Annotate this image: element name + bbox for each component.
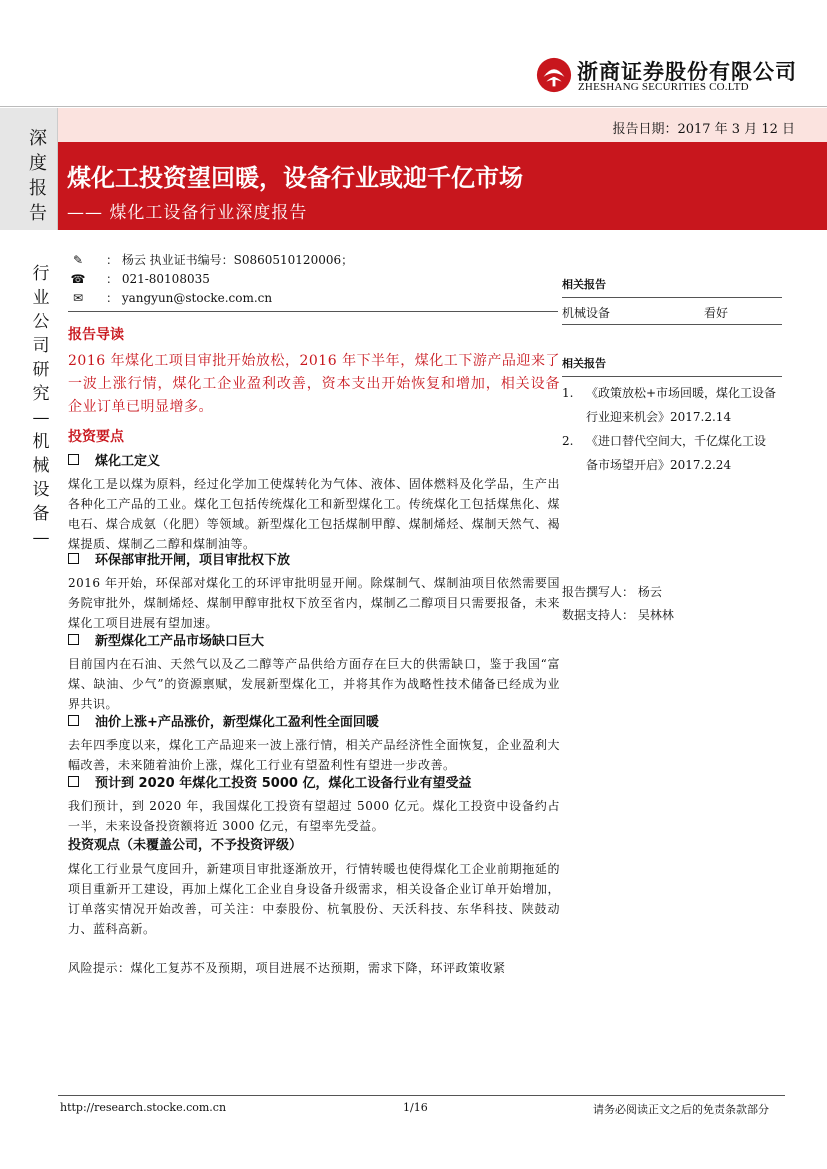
category-char: — <box>32 408 50 428</box>
key-point-text: 煤化工是以煤为原料，经过化学加工使煤转化为气体、液体、固体燃料及化学品，生产出各种化工产品的工业。煤化工包括传统煤化工和新型煤化工。传统煤化工包括煤焦化、煤电石、煤合成氨（化肥）等领域。新型煤化工包括煤制甲醇、煤制烯烃、煤制天然气、褐煤提质、煤制乙二醇和煤制油等。 <box>68 477 560 551</box>
related-reports-divider <box>562 376 782 377</box>
key-point-heading: 煤化工定义 <box>95 454 161 469</box>
key-point-text: 去年四季度以来，煤化工产品迎来一波上涨行情，相关产品经济性全面恢复，企业盈利大幅改善，未来随着油价上涨，煤化工行业有望盈利性有望进一步改善。 <box>68 738 560 772</box>
investment-view <box>68 834 560 939</box>
report-date: 报告日期：2017 年 3 月 12 日 <box>612 122 795 137</box>
category-char: 研 <box>32 360 50 380</box>
related-reports-title: 相关报告 <box>562 357 606 370</box>
rating-divider-bottom <box>562 324 782 325</box>
key-point-text: 我们预计，到 2020 年，我国煤化工投资有望超过 5000 亿元。煤化工投资中设备约占一半，未来设备投资额将近 3000 亿元，有望率先受益。 <box>68 799 560 833</box>
pen-icon: ✎ <box>72 253 84 267</box>
report-title-line1: 《进口替代空间大，千亿煤化工设 <box>586 434 767 448</box>
category-char: 业 <box>32 288 50 308</box>
industry-name: 机械设备 <box>562 306 611 320</box>
report-type-char: 告 <box>29 203 47 224</box>
key-point-heading: 油价上涨+产品涨价，新型煤化工盈利性全面回暖 <box>95 715 379 730</box>
risk-note <box>68 958 560 978</box>
author-name: ： 杨云 执业证书编号：S0860510120006； <box>106 253 354 267</box>
author-phone: ： 021-80108035 <box>106 272 210 286</box>
rating-row <box>562 304 782 322</box>
report-number: 1. <box>562 386 574 400</box>
key-point <box>68 711 560 775</box>
rating-title: 相关报告 <box>562 278 606 291</box>
related-reports <box>562 355 782 477</box>
report-title-line2: 行业迎来机会》2017.2.14 <box>586 410 732 424</box>
category-char: 械 <box>32 456 50 476</box>
key-points-title: 投资要点 <box>68 429 124 445</box>
data-support: 数据支持人： 吴林林 <box>562 608 674 622</box>
logo-mark-icon <box>535 56 573 94</box>
category-char: — <box>32 528 50 548</box>
report-type-char: 报 <box>29 178 47 199</box>
page-number: 1/16 <box>403 1101 428 1114</box>
view-heading: 投资观点（未覆盖公司，不予投资评级） <box>68 838 303 853</box>
key-point-heading: 新型煤化工产品市场缺口巨大 <box>95 634 265 649</box>
key-points-section <box>68 426 560 446</box>
header-divider <box>0 106 827 107</box>
category-char: 司 <box>32 336 50 356</box>
company-name-en: ZHESHANG SECURITIES CO.LTD <box>578 81 749 93</box>
related-report-item[interactable] <box>562 381 782 429</box>
report-type-char: 度 <box>29 153 47 174</box>
view-text: 煤化工行业景气度回升，新建项目审批逐渐放开，行情转暖也使得煤化工企业前期拖延的项目重新开工建设，再加上煤化工企业自身设备升级需求，相关设备企业订单开始增加，订单落实情况开始改善，可关注：中泰股份、杭氧股份、天沃科技、东华科技、陕鼓动力、蓝科高新。 <box>68 862 560 936</box>
author-email-row <box>70 289 272 307</box>
checkbox-icon <box>68 776 79 787</box>
report-title-line1: 《政策放松+市场回暖，煤化工设备 <box>586 386 777 400</box>
category-char: 行 <box>32 264 50 284</box>
risk-text: 风险提示：煤化工复苏不及预期，项目进展不达预期，需求下降，环评政策收紧 <box>68 961 506 975</box>
key-point-heading: 预计到 2020 年煤化工投资 5000 亿，煤化工设备行业有望受益 <box>95 776 472 791</box>
key-point-heading: 环保部审批开闸，项目审批权下放 <box>95 553 291 568</box>
report-type-char: 深 <box>29 128 47 149</box>
report-title-line2: 备市场望开启》2017.2.24 <box>586 458 732 472</box>
rating-divider <box>562 297 782 298</box>
report-number: 2. <box>562 434 574 448</box>
company-name-cn: 浙商证券股份有限公司 <box>577 60 797 84</box>
category-char: 究 <box>32 384 50 404</box>
rating-box <box>562 276 782 325</box>
report-type-label <box>27 126 49 226</box>
phone-icon: ☎ <box>70 272 86 286</box>
key-point-text: 目前国内在石油、天然气以及乙二醇等产品供给方面存在巨大的供需缺口，鉴于我国“富煤、缺油、少气”的资源禀赋，发展新型煤化工，并将其作为战略性技术储备已经成为业界共识。 <box>68 657 560 711</box>
checkbox-icon <box>68 634 79 645</box>
intro-title: 报告导读 <box>68 327 124 343</box>
page-title: 煤化工投资望回暖，设备行业或迎千亿市场 <box>67 164 523 192</box>
footer-divider <box>58 1095 785 1096</box>
report-contacts <box>562 583 782 623</box>
key-point <box>68 772 560 836</box>
category-char: 公 <box>32 312 50 332</box>
author-phone-row <box>70 270 210 288</box>
category-char: 设 <box>32 480 50 500</box>
key-point <box>68 549 560 633</box>
category-char: 机 <box>32 432 50 452</box>
key-point <box>68 630 560 714</box>
checkbox-icon <box>68 553 79 564</box>
key-point <box>68 450 560 554</box>
mail-icon: ✉ <box>72 291 84 305</box>
author-divider <box>68 311 558 312</box>
author-email[interactable]: ： yangyun@stocke.com.cn <box>106 291 273 305</box>
intro-section <box>68 324 560 419</box>
intro-text: 2016 年煤化工项目审批开始放松，2016 年下半年，煤化工下游产品迎来了一波上涨行情，煤化工企业盈利改善，资本支出开始恢复和增加，相关设备企业订单已明显增多。 <box>68 353 560 415</box>
checkbox-icon <box>68 454 79 465</box>
author-name-row <box>70 251 353 269</box>
category-vertical-label <box>30 262 52 550</box>
category-char: 备 <box>32 504 50 524</box>
industry-rating: 看好 <box>704 306 729 320</box>
footer-disclaimer: 请务必阅读正文之后的免责条款部分 <box>593 1103 769 1116</box>
related-report-item[interactable] <box>562 429 782 477</box>
footer-url[interactable]: http://research.stocke.com.cn <box>60 1101 227 1114</box>
report-author: 报告撰写人： 杨云 <box>562 585 662 599</box>
checkbox-icon <box>68 715 79 726</box>
page-subtitle: —— 煤化工设备行业深度报告 <box>67 203 308 223</box>
company-logo <box>535 52 797 96</box>
key-point-text: 2016 年开始，环保部对煤化工的环评审批明显开闸。除煤制气、煤制油项目依然需要国务院审批外，煤制烯烃、煤制甲醇审批权下放至省内，煤制乙二醇项目只需要报备，未来煤化工项目进展有望加速。 <box>68 576 560 630</box>
